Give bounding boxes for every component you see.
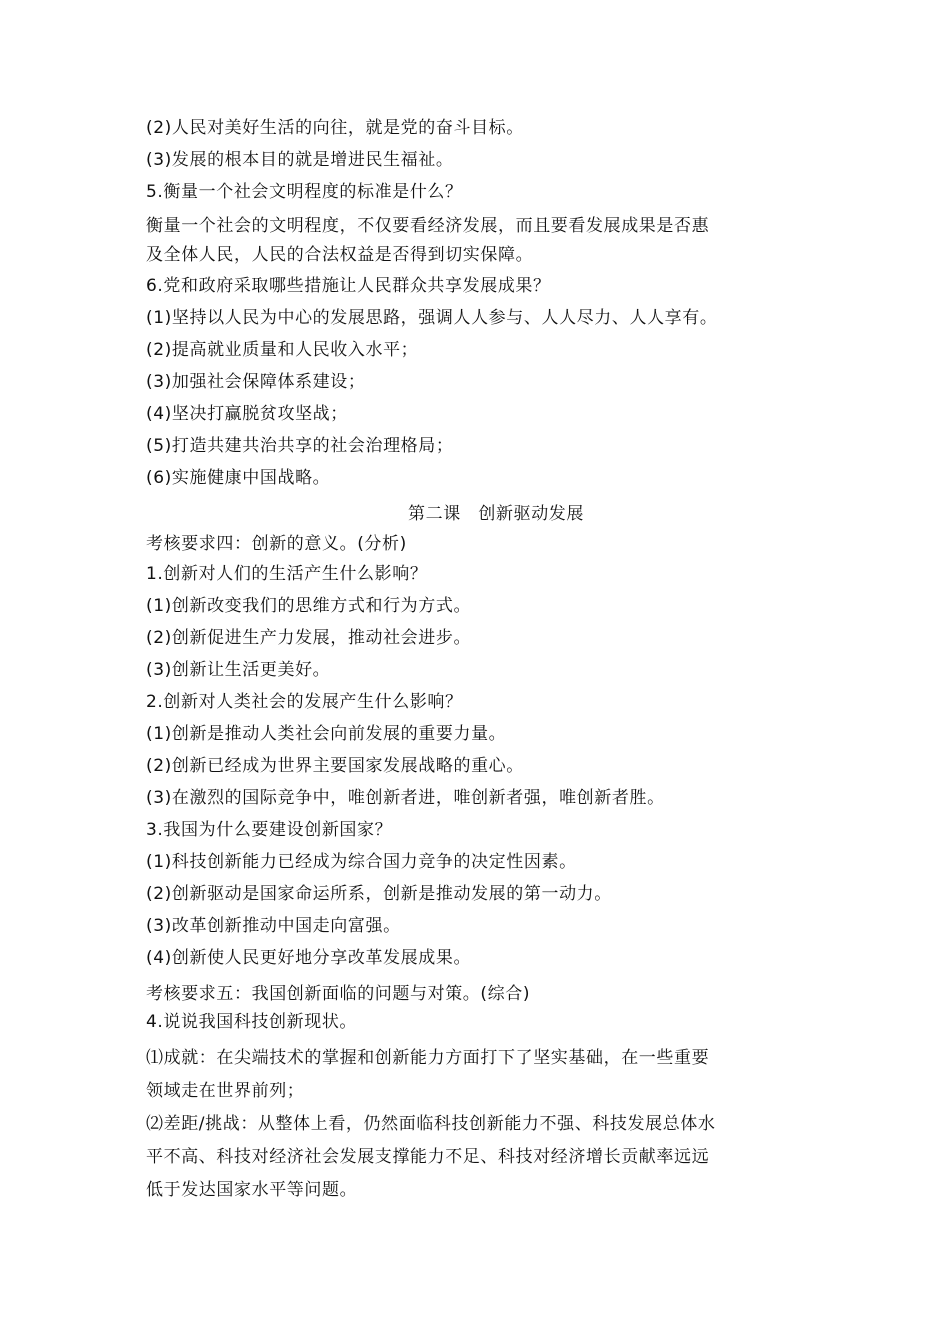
paragraph-line: ⑵差距/挑战：从整体上看，仍然面临科技创新能力不强、科技发展总体水 (146, 1114, 716, 1134)
text-line: (2)创新驱动是国家命运所系，创新是推动发展的第一动力。 (146, 884, 612, 904)
question-heading: 2.创新对人类社会的发展产生什么影响？ (146, 692, 463, 712)
paragraph-line: 平不高、科技对经济社会发展支撑能力不足、科技对经济增长贡献率远远 (146, 1147, 710, 1167)
achievement-paragraph (146, 1042, 810, 1108)
text-line: (4)坚决打赢脱贫攻坚战； (146, 404, 348, 424)
text-line: (6)实施健康中国战略。 (146, 468, 331, 488)
question-heading: 4.说说我国科技创新现状。 (146, 1012, 358, 1032)
challenge-paragraph (146, 1108, 810, 1207)
question-heading: 6.党和政府采取哪些措施让人民群众共享发展成果？ (146, 276, 551, 296)
text-line: (3)发展的根本目的就是增进民生福祉。 (146, 150, 454, 170)
text-line: (1)坚持以人民为中心的发展思路，强调人人参与、人人尽力、人人享有。 (146, 308, 718, 328)
paragraph-line: 及全体人民，人民的合法权益是否得到切实保障。 (146, 245, 534, 265)
question-heading: 1.创新对人们的生活产生什么影响？ (146, 564, 428, 584)
text-line: (5)打造共建共治共享的社会治理格局； (146, 436, 454, 456)
paragraph-line: 领域走在世界前列； (146, 1081, 305, 1101)
paragraph-line: ⑴成就：在尖端技术的掌握和创新能力方面打下了坚实基础，在一些重要 (146, 1048, 710, 1068)
question-heading: 3.我国为什么要建设创新国家？ (146, 820, 393, 840)
text-line: (4)创新使人民更好地分享改革发展成果。 (146, 948, 472, 968)
question-heading: 5.衡量一个社会文明程度的标准是什么？ (146, 182, 463, 202)
text-line: (1)创新是推动人类社会向前发展的重要力量。 (146, 724, 507, 744)
text-line: (2)创新已经成为世界主要国家发展战略的重心。 (146, 756, 524, 776)
text-line: (1)创新改变我们的思维方式和行为方式。 (146, 596, 472, 616)
requirement-heading: 考核要求五：我国创新面临的问题与对策。(综合) (146, 984, 531, 1004)
text-line: (2)提高就业质量和人民收入水平； (146, 340, 419, 360)
text-line: (1)科技创新能力已经成为综合国力竞争的决定性因素。 (146, 852, 577, 872)
text-line: (3)改革创新推动中国走向富强。 (146, 916, 401, 936)
text-line: (2)创新促进生产力发展，推动社会进步。 (146, 628, 472, 648)
paragraph-line: 低于发达国家水平等问题。 (146, 1180, 358, 1200)
text-line: (3)创新让生活更美好。 (146, 660, 331, 680)
requirement-heading: 考核要求四：创新的意义。(分析) (146, 534, 407, 554)
answer-paragraph (146, 212, 810, 270)
document-page (146, 112, 810, 1207)
text-line: (3)加强社会保障体系建设； (146, 372, 366, 392)
text-line: (2)人民对美好生活的向往，就是党的奋斗目标。 (146, 118, 524, 138)
text-line: (3)在激烈的国际竞争中，唯创新者进，唯创新者强，唯创新者胜。 (146, 788, 665, 808)
lesson-title: 第二课 创新驱动发展 (408, 504, 584, 524)
paragraph-line: 衡量一个社会的文明程度，不仅要看经济发展，而且要看发展成果是否惠 (146, 216, 710, 236)
